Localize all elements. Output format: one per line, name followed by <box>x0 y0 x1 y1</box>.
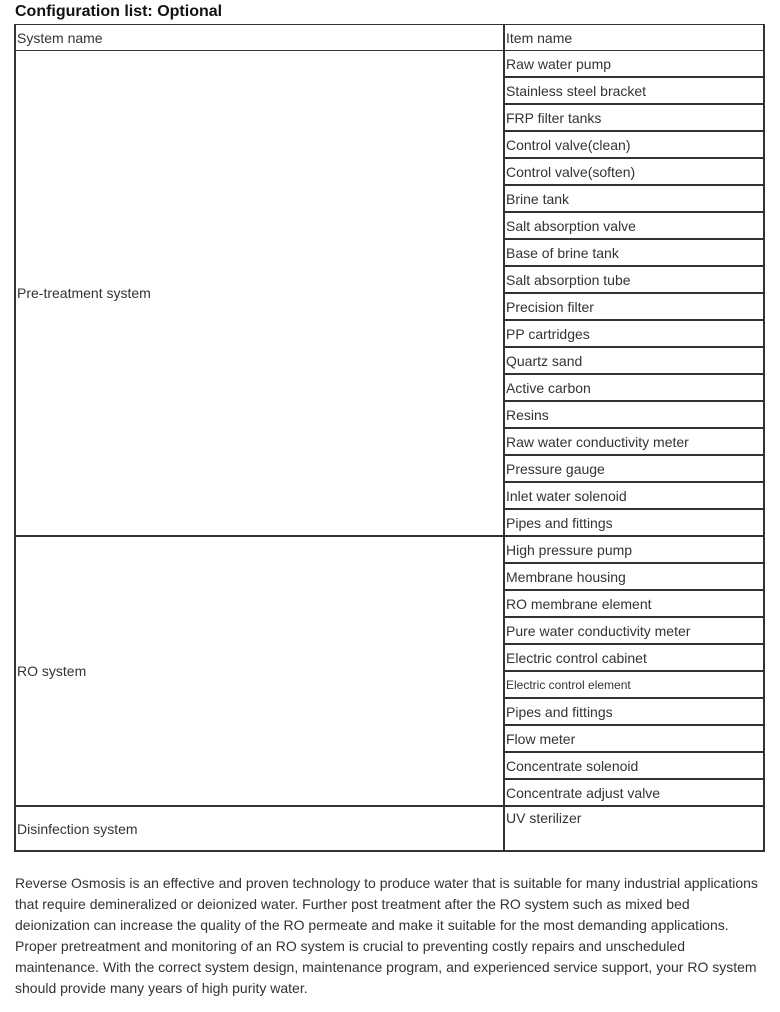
item-name: Pipes and fittings <box>505 510 763 537</box>
item-name: Active carbon <box>505 375 763 402</box>
item-name: Resins <box>505 402 763 429</box>
item-name: Salt absorption tube <box>505 267 763 294</box>
item-name: Base of brine tank <box>505 240 763 267</box>
page-title: Configuration list: Optional <box>15 3 223 20</box>
configuration-table <box>14 24 765 852</box>
item-name: Brine tank <box>505 186 763 213</box>
item-name: Flow meter <box>505 726 763 753</box>
item-name: Electric control element <box>505 672 763 699</box>
system-name-disinfection: Disinfection system <box>16 807 505 850</box>
table-header-row <box>16 25 763 51</box>
item-name: Concentrate adjust valve <box>505 780 763 807</box>
item-name: Precision filter <box>505 294 763 321</box>
item-name: UV sterilizer <box>506 810 582 826</box>
item-name: Membrane housing <box>505 564 763 591</box>
item-name: Control valve(clean) <box>505 132 763 159</box>
column-header-system-name: System name <box>16 25 505 51</box>
item-name: Pure water conductivity meter <box>505 618 763 645</box>
table-row <box>16 537 763 564</box>
item-name: Control valve(soften) <box>505 159 763 186</box>
table-row <box>16 807 763 850</box>
item-name: Stainless steel bracket <box>505 78 763 105</box>
item-name: Concentrate solenoid <box>505 753 763 780</box>
item-name: RO membrane element <box>505 591 763 618</box>
item-name: Raw water conductivity meter <box>505 429 763 456</box>
column-header-item-name: Item name <box>505 25 763 51</box>
item-name: PP cartridges <box>505 321 763 348</box>
system-name-ro: RO system <box>16 537 505 807</box>
item-name: Electric control cabinet <box>505 645 763 672</box>
item-name: Pressure gauge <box>505 456 763 483</box>
description-paragraph: Reverse Osmosis is an effective and proven technology to produce water that is suitable for many industrial applications that require demineralized or deionized water. Further post treatment after the RO system such as mixed bed deionization can increase the quality of the RO permeate and make it suitable for the most demanding applications. Proper pretreatment and monitoring of an RO system is crucial to preventing costly repairs and unscheduled maintenance. With the correct system design, maintenance program, and experienced service support, your RO system should provide many years of high purity water. <box>15 875 758 996</box>
item-name: Inlet water solenoid <box>505 483 763 510</box>
item-name: Salt absorption valve <box>505 213 763 240</box>
item-name: Pipes and fittings <box>505 699 763 726</box>
table-row <box>16 51 763 78</box>
item-name: FRP filter tanks <box>505 105 763 132</box>
item-name: High pressure pump <box>505 537 763 564</box>
item-name: Raw water pump <box>505 51 763 78</box>
item-name: Quartz sand <box>505 348 763 375</box>
system-name-pretreatment: Pre-treatment system <box>16 51 505 537</box>
